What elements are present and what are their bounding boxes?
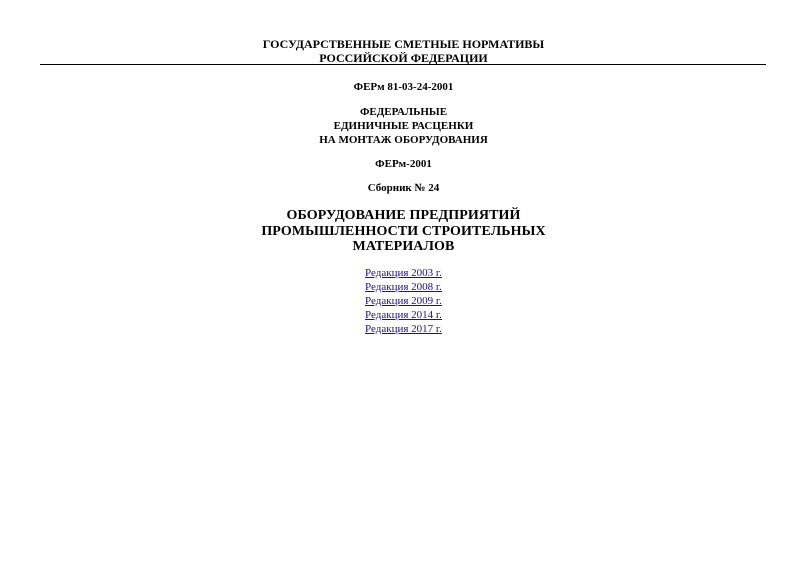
header-line-1: ГОСУДАРСТВЕННЫЕ СМЕТНЫЕ НОРМАТИВЫ (262, 37, 545, 51)
page-header (0, 37, 807, 65)
title-line-1: ОБОРУДОВАНИЕ ПРЕДПРИЯТИЙ (286, 208, 521, 223)
page-title (0, 208, 807, 255)
edition-link-2014[interactable]: Редакция 2014 г. (365, 309, 442, 321)
document-code: ФЕРм 81-03-24-2001 (353, 81, 454, 93)
title-line-3: МАТЕРИАЛОВ (352, 239, 455, 254)
header-divider (40, 64, 766, 65)
edition-link-2008[interactable]: Редакция 2008 г. (365, 281, 442, 293)
editions-list (0, 266, 807, 336)
header-line-2: РОССИЙСКОЙ ФЕДЕРАЦИИ (319, 51, 488, 65)
title-line-2: ПРОМЫШЛЕННОСТИ СТРОИТЕЛЬНЫХ (261, 223, 546, 239)
subtitle-line-3: НА МОНТАЖ ОБОРУДОВАНИЯ (319, 134, 488, 146)
subtitle-line-1: ФЕДЕРАЛЬНЫЕ (359, 106, 448, 118)
subtitle-line-2: ЕДИНИЧНЫЕ РАСЦЕНКИ (333, 120, 474, 132)
document-subtitle (0, 105, 807, 147)
edition-link-2017[interactable]: Редакция 2017 г. (365, 323, 442, 335)
edition-link-2003[interactable]: Редакция 2003 г. (365, 267, 442, 279)
edition-link-2009[interactable]: Редакция 2009 г. (365, 295, 442, 307)
document-short-name: ФЕРм-2001 (375, 158, 432, 170)
collection-number: Сборник № 24 (367, 182, 440, 194)
